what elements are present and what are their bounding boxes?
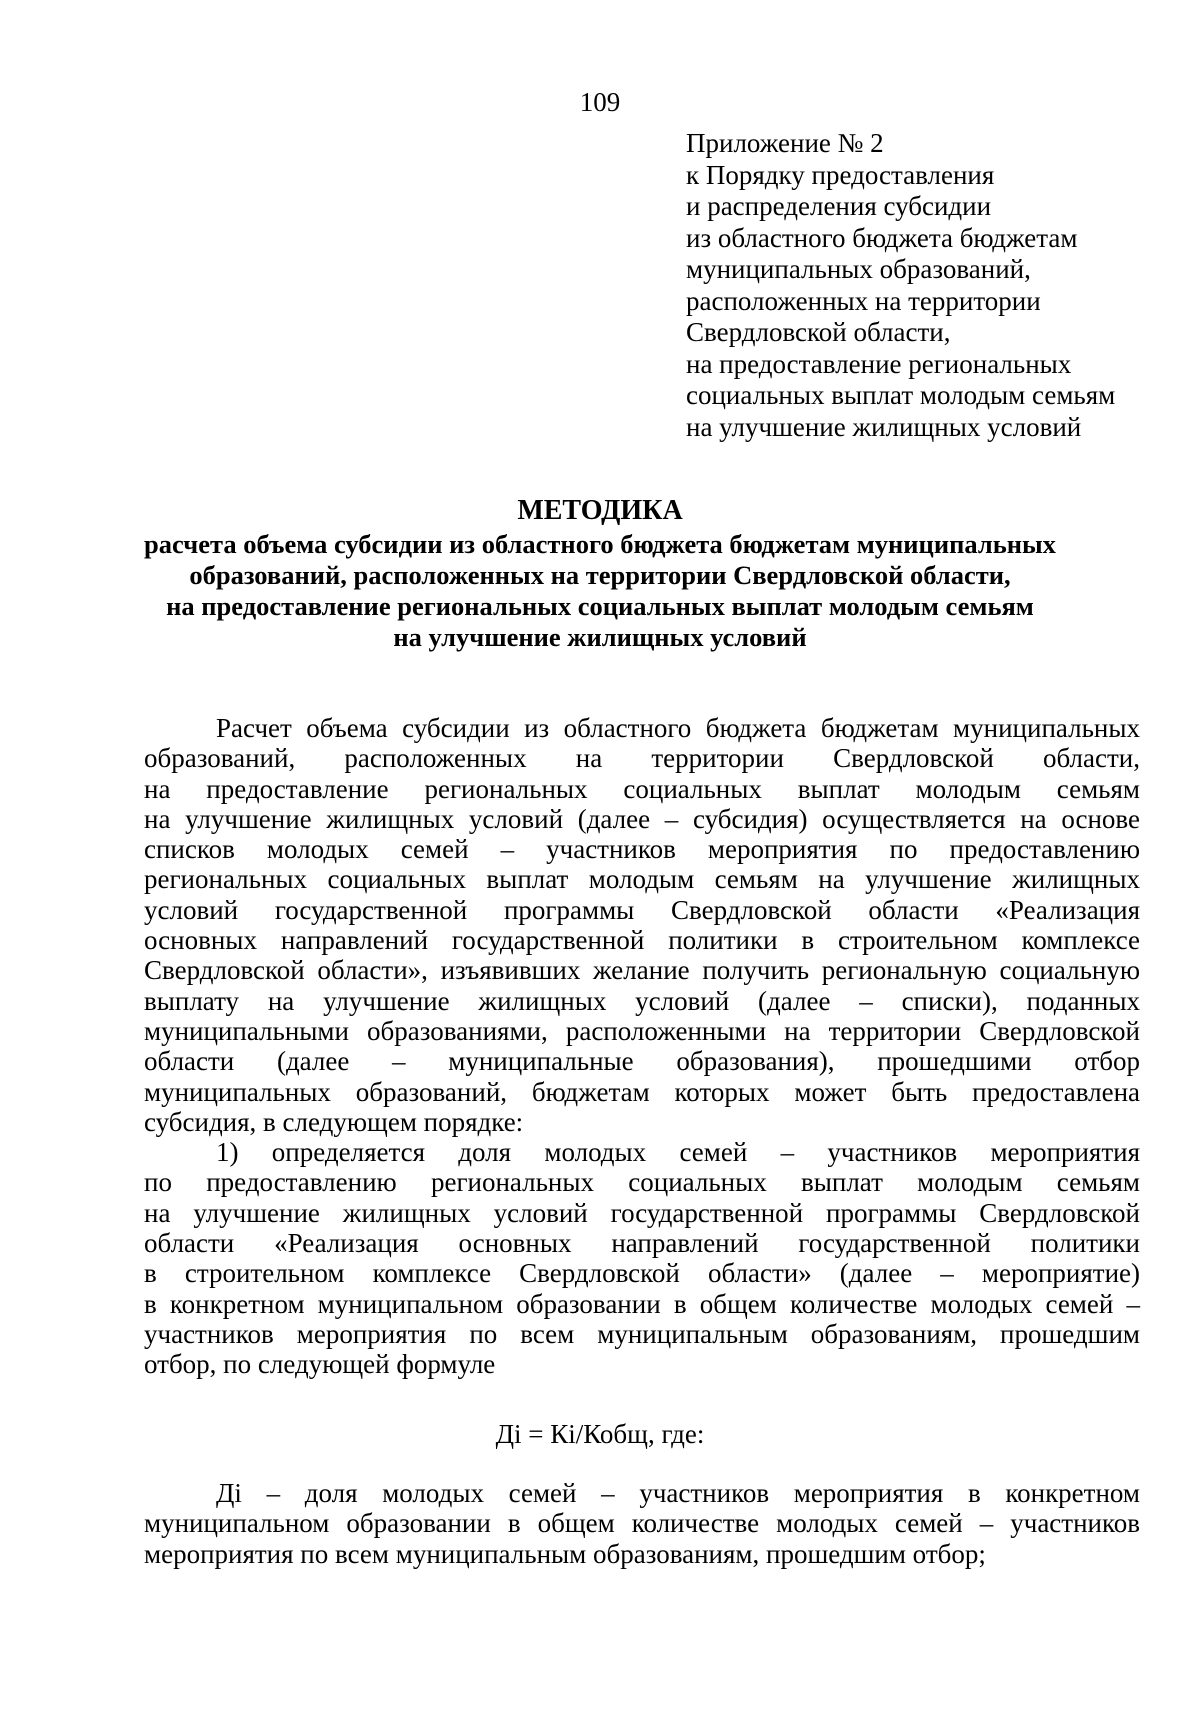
appendix-line: социальных выплат молодым семьям [686,380,1116,410]
page-number: 109 [579,87,621,117]
body-paragraph-2 [144,1478,1140,1569]
document-subtitle-line: на улучшение жилищных условий [393,622,807,652]
text-line: Свердловской области», изъявивших желание получить региональную социальную [144,955,1140,986]
formula: Дi = Кi/Кобщ, где: [495,1419,705,1449]
text-line: мероприятия по всем муниципальным образованиям, прошедшим отбор; [144,1538,986,1569]
text-line: выплату на улучшение жилищных условий (далее – списки), поданных [144,985,1140,1016]
body-paragraph-1 [144,713,1140,1380]
text-line: региональных социальных выплат молодым семьям на улучшение жилищных [144,864,1140,895]
text-line: списков молодых семей – участников мероприятия по предоставлению [144,834,1140,865]
text-line: в конкретном муниципальном образовании в общем количестве молодых семей – [144,1288,1140,1319]
text-line: отбор, по следующей формуле [144,1349,496,1380]
appendix-line: к Порядку предоставления [686,159,995,190]
text-line: участников мероприятия по всем муниципальным образованиям, прошедшим [144,1318,1140,1349]
appendix-line: и распределения субсидии [686,191,992,221]
appendix-line: на предоставление региональных [686,348,1072,379]
text-line: субсидия, в следующем порядке: [144,1106,524,1137]
text-line: муниципальном образовании в общем количестве молодых семей – участников [144,1508,1140,1539]
appendix-line: из областного бюджета бюджетам [686,222,1078,253]
text-line: образований, расположенных на территории Свердловской области, [144,743,1140,774]
text-line: основных направлений государственной политики в строительном комплексе [144,925,1140,956]
text-line: условий государственной программы Свердловской области «Реализация [144,894,1140,925]
text-line: муниципальных образований, бюджетам которых может быть предоставлена [144,1076,1140,1107]
document-title: МЕТОДИКА [517,495,683,526]
appendix-line: расположенных на территории [686,285,1041,316]
text-line: Расчет объема субсидии из областного бюджета бюджетам муниципальных [216,713,1140,743]
text-line: на предоставление региональных социальных выплат молодым семьям [144,773,1140,804]
text-line: области «Реализация основных направлений государственной политики [144,1228,1140,1259]
text-line: муниципальными образованиями, расположенными на территории Свердловской [144,1015,1140,1046]
text-line: области (далее – муниципальные образования), прошедшими отбор [144,1046,1140,1077]
appendix-header [686,128,1186,443]
text-line: 1) определяется доля молодых семей – участников мероприятия [216,1137,1140,1168]
text-line: на улучшение жилищных условий (далее – субсидия) осуществляется на основе [144,803,1140,834]
appendix-line: Приложение № 2 [686,128,884,158]
document-subtitle-line: на предоставление региональных социальных выплат молодым семьям [166,591,1034,621]
text-line: на улучшение жилищных условий государственной программы Свердловской [144,1197,1140,1228]
appendix-line: на улучшение жилищных условий [686,411,1082,442]
text-line: Дi – доля молодых семей – участников мероприятия в конкретном [216,1478,1140,1508]
appendix-line: муниципальных образований, [686,254,1031,284]
document-subtitle-line: расчета объема субсидии из областного бюджета бюджетам муниципальных [144,529,1056,559]
text-line: по предоставлению региональных социальных выплат молодым семьям [144,1167,1140,1198]
text-line: в строительном комплексе Свердловской области» (далее – мероприятие) [144,1258,1140,1289]
document-title-block [120,493,1080,653]
document-subtitle-line: образований, расположенных на территории Свердловской области, [189,560,1011,590]
appendix-line: Свердловской области, [686,317,951,347]
